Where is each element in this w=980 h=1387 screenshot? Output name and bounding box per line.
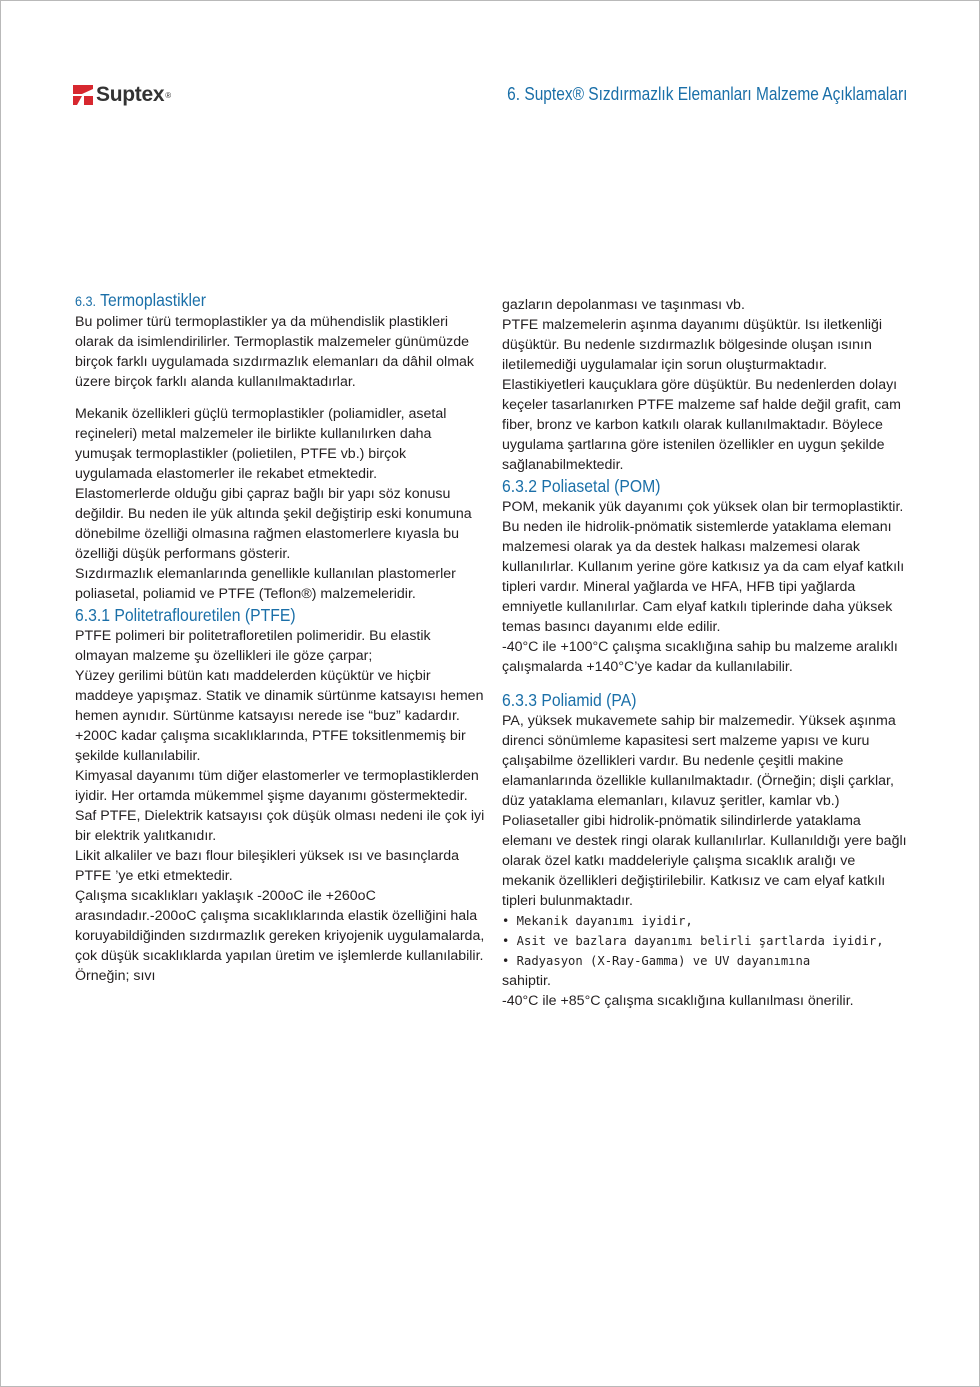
paragraph: -40°C ile +85°C çalışma sıcaklığına kullanılması önerilir. — [502, 993, 854, 1009]
paragraph: gazların depolanması ve taşınması vb. — [502, 297, 745, 313]
paragraph: Likit alkaliler ve bazı flour bileşikleri yüksek ısı ve basınçlarda PTFE ’ye etki etmektedir. — [75, 848, 460, 884]
left-column — [75, 289, 485, 986]
paragraph: +200C kadar çalışma sıcaklıklarında, PTFE toksitlenmemiş bir şekilde kullanılabilir. — [75, 728, 466, 764]
paragraph: PTFE polimeri bir politetrafloretilen polimeridir. Bu elastik olmayan malzeme şu özellikleri ile göze çarpar; — [75, 628, 431, 664]
heading-text: Termoplastikler — [96, 290, 207, 310]
section-heading-pom: 6.3.2 Poliasetal (POM) — [502, 476, 661, 496]
paragraph: Bu polimer türü termoplastikler ya da mühendislik plastikleri olarak da isimlendirilirler. Termoplastik malzemeler günümüzde birçok farklı uygulamada sızdırmazlık elemanları da dâhil olmak üzere birçok farklı alanda kullanılmaktadırlar. — [75, 314, 474, 390]
right-column — [502, 295, 912, 1011]
bullet-item: • Mekanik dayanımı iyidir, — [502, 914, 693, 928]
logo-wordmark: Suptex — [96, 83, 165, 106]
paragraph: Mekanik özellikleri güçlü termoplastikler (poliamidler, asetal reçineleri) metal malzemeler ile birlikte kullanılırken daha yumuşak termoplastikler (polietilen, PTFE vb.) birçok uygulamada elastomerler ile rekabet etmektedir. — [75, 406, 447, 482]
paragraph: Elastomerlerde olduğu gibi çapraz bağlı bir yapı söz konusu değildir. Bu neden ile yük altında şekil değiştirip eski konumuna dönebilme özelliği olmasına rağmen elastomerlere kıyasla bu özelliği düşük performans gösterir. — [75, 486, 472, 562]
bullet-item: • Asit ve bazlara dayanımı belirli şartlarda iyidir, — [502, 934, 884, 948]
heading-number: 6.3. — [75, 293, 97, 309]
paragraph: Sızdırmazlık elemanlarında genellikle kullanılan plastomerler poliasetal, poliamid ve PTFE (Teflon®) malzemeleridir. — [75, 566, 456, 602]
section-heading-pa: 6.3.3 Poliamid (PA) — [502, 690, 637, 710]
bullet-item: • Radyasyon (X-Ray-Gamma) ve UV dayanımına — [502, 954, 811, 968]
paragraph: PA, yüksek mukavemete sahip bir malzemedir. Yüksek aşınma direnci sönümleme kapasitesi sert malzeme yapısı ve kuru çalışabilme özellikleri vardır. Bu nedenle çeşitli makine elamanlarında özellikle kullanılmaktadır. (Örneğin; dişli çarklar, düz yataklama elemanları, kılavuz şeritler, kamlar vb.) Poliasetaller gibi hidrolik-pnömatik silindirlerde yataklama elemanı ve destek ringi olarak kullanılırlar. Kullanıldığı yere bağlı olarak özel katkı maddeleriyle çalışma sıcaklık aralığı ve mekanik özellikleri değiştirilebilir. Katkısız ve cam elyaf katkılı tipleri bulunmaktadır. — [502, 713, 907, 909]
suptex-logo-mark-icon — [73, 85, 93, 105]
paragraph: Çalışma sıcaklıkları yaklaşık -200oC ile +260oC arasındadır.-200oC çalışma sıcaklıklarında elastik özelliğini hala koruyabildiğinden sızdırmazlık gereken kriyojenik uygulamalarda, çok düşük sıcaklıklarda yapılan üretim ve işlemlerde kullanılabilir. Örneğin; sıvı — [75, 888, 485, 984]
paragraph: sahiptir. — [502, 973, 551, 989]
section-heading-ptfe: 6.3.1 Politetraflouretilen (PTFE) — [75, 605, 296, 625]
page-header-title: 6. Suptex® Sızdırmazlık Elemanları Malzeme Açıklamaları — [506, 84, 907, 104]
paragraph: -40°C ile +100°C çalışma sıcaklığına sahip bu malzeme aralıklı çalışmalarda +140°C’ye kadar da kullanılabilir. — [502, 639, 898, 675]
paragraph: POM, mekanik yük dayanımı çok yüksek olan bir termoplastiktir. Bu neden ile hidrolik-pnömatik sistemlerde yataklama elemanı malzemesi olarak ya da destek halkası malzemesi olarak kullanılırlar. Kullanım yerine göre katkısız ya da cam elyaf katkılı tipleri vardır. Mineral yağlarda ve HFA, HFB tipi yağlarda emniyetle kullanılırlar. Cam elyaf katkılı tiplerinde daha yüksek temas basıncı dayanımı elde edilir. — [502, 499, 905, 635]
section-heading-thermoplastics — [75, 289, 444, 312]
paragraph: Kimyasal dayanımı tüm diğer elastomerler ve termoplastiklerden iyidir. Her ortamda mükemmel şişme dayanımı göstermektedir. — [75, 768, 479, 804]
suptex-logo — [73, 83, 171, 107]
paragraph: Yüzey gerilimi bütün katı maddelerden küçüktür ve hiçbir maddeye yapışmaz. Statik ve dinamik sürtünme katsayısı hemen hemen aynıdır. Sürtünme katsayısı nerede ise “buz” kadardır. — [75, 668, 484, 724]
logo-registered-mark: ® — [165, 90, 172, 100]
paragraph: Saf PTFE, Dielektrik katsayısı çok düşük olması nedeni ile çok iyi bir elektrik yalıtkanıdır. — [75, 808, 485, 844]
paragraph: PTFE malzemelerin aşınma dayanımı düşüktür. Isı iletkenliği düşüktür. Bu nedenle sızdırmazlık bölgesinde oluşan ısının iletilemediği uygulamalar için sorun oluşturmaktadır. Elastikiyetleri kauçuklara göre düşüktür. Bu nedenlerden dolayı keçeler tasarlanırken PTFE malzeme saf halde değil grafit, cam fiber, bronz ve karbon katkılı olarak kullanılmaktadır. Böylece uygulama şartlarına göre istenilen özellikler en uygun şekilde sağlanabilmektedir. — [502, 317, 901, 473]
